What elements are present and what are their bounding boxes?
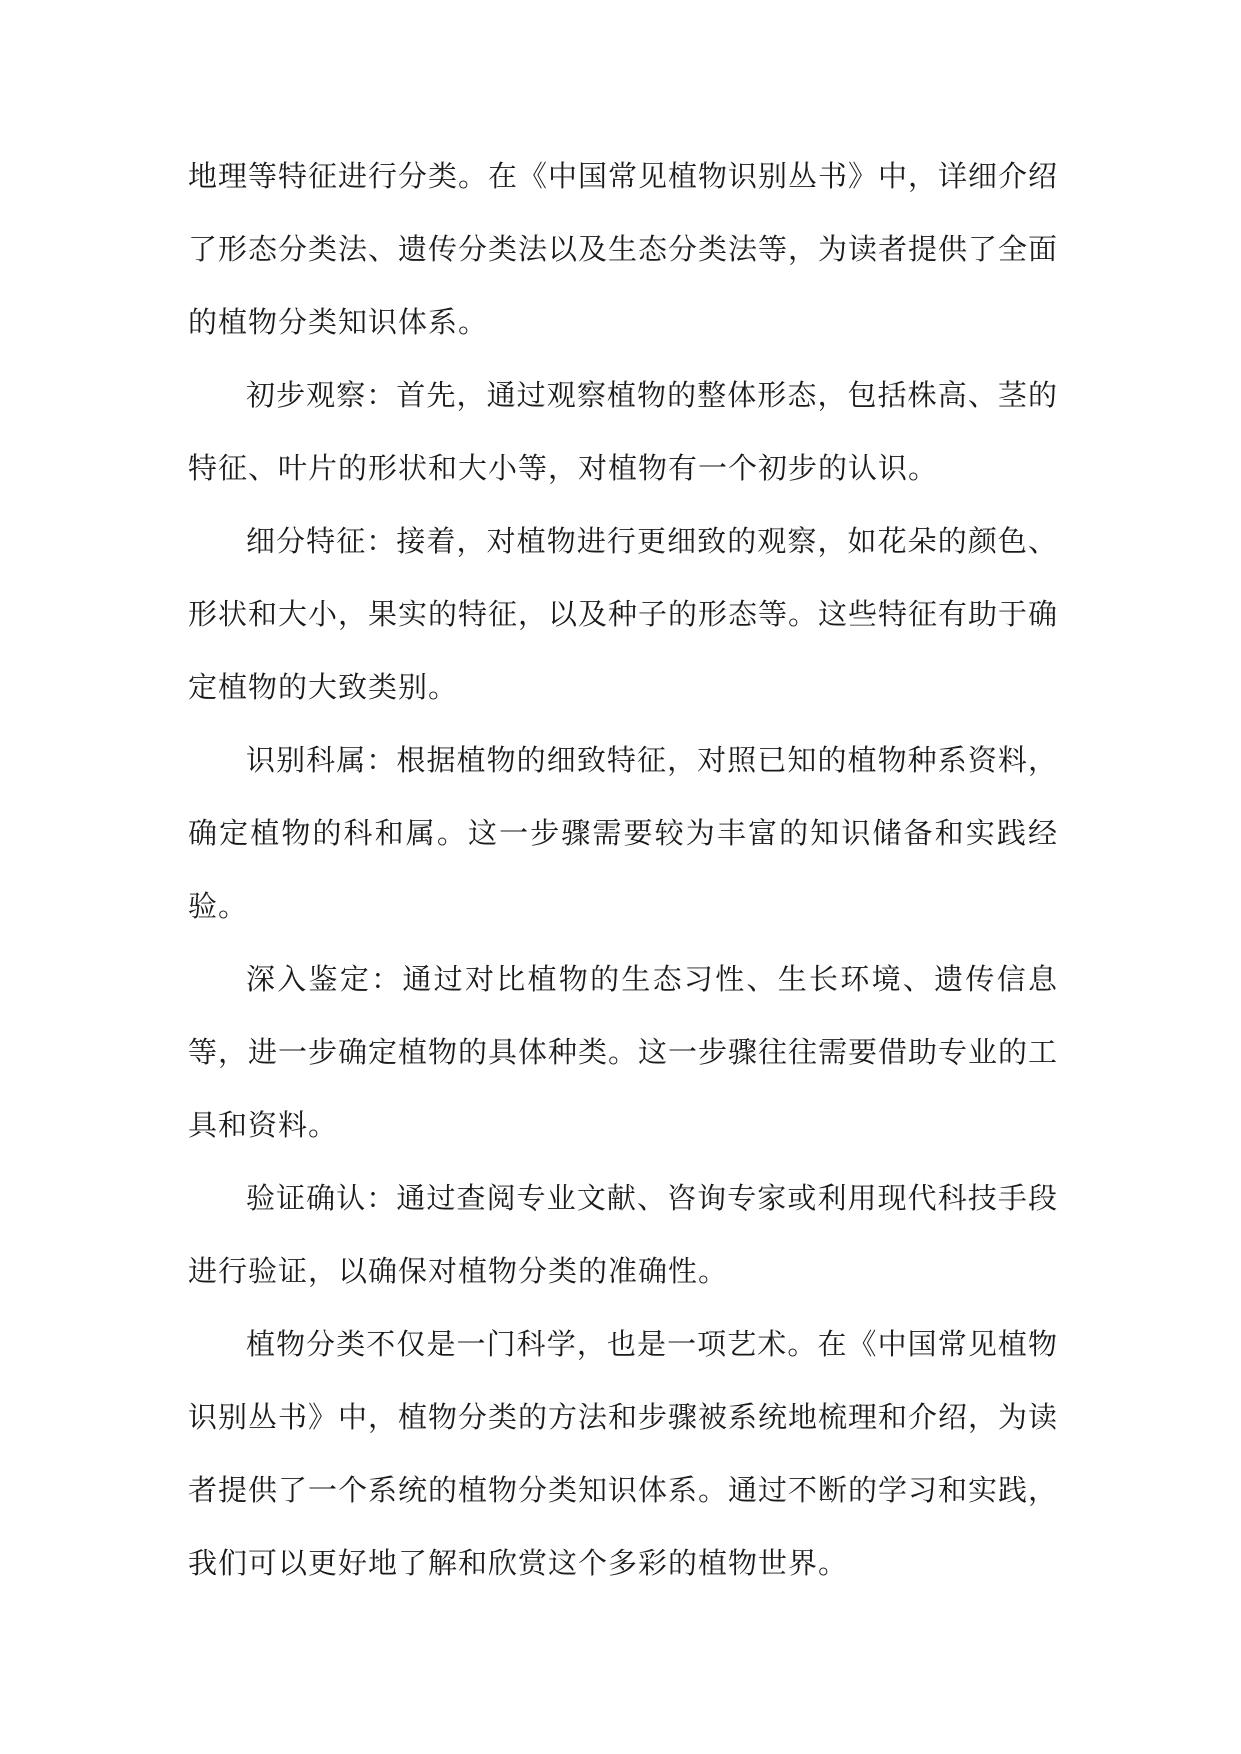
paragraph-initial-observation: 初步观察：首先，通过观察植物的整体形态，包括株高、茎的特征、叶片的形状和大小等，对植物有一个初步的认识。 — [188, 378, 1058, 485]
document-body — [188, 140, 1058, 1600]
paragraph-detailed-features: 细分特征：接着，对植物进行更细致的观察，如花朵的颜色、形状和大小，果实的特征，以及种子的形态等。这些特征有助于确定植物的大致类别。 — [188, 524, 1059, 704]
paragraph-conclusion: 植物分类不仅是一门科学，也是一项艺术。在《中国常见植物识别丛书》中，植物分类的方法和步骤被系统地梳理和介绍，为读者提供了一个系统的植物分类知识体系。通过不断的学习和实践，我们可以更好地了解和欣赏这个多彩的植物世界。 — [188, 1327, 1059, 1580]
paragraph-continuation: 地理等特征进行分类。在《中国常见植物识别丛书》中，详细介绍了形态分类法、遗传分类法以及生态分类法等，为读者提供了全面的植物分类知识体系。 — [188, 159, 1059, 339]
paragraph-identify-family-genus: 识别科属：根据植物的细致特征，对照已知的植物种系资料，确定植物的科和属。这一步骤需要较为丰富的知识储备和实践经验。 — [188, 743, 1058, 923]
paragraph-in-depth-identification: 深入鉴定：通过对比植物的生态习性、生长环境、遗传信息等，进一步确定植物的具体种类。这一步骤往往需要借助专业的工具和资料。 — [188, 962, 1059, 1142]
paragraph-verification: 验证确认：通过查阅专业文献、咨询专家或利用现代科技手段进行验证，以确保对植物分类的准确性。 — [188, 1181, 1058, 1288]
